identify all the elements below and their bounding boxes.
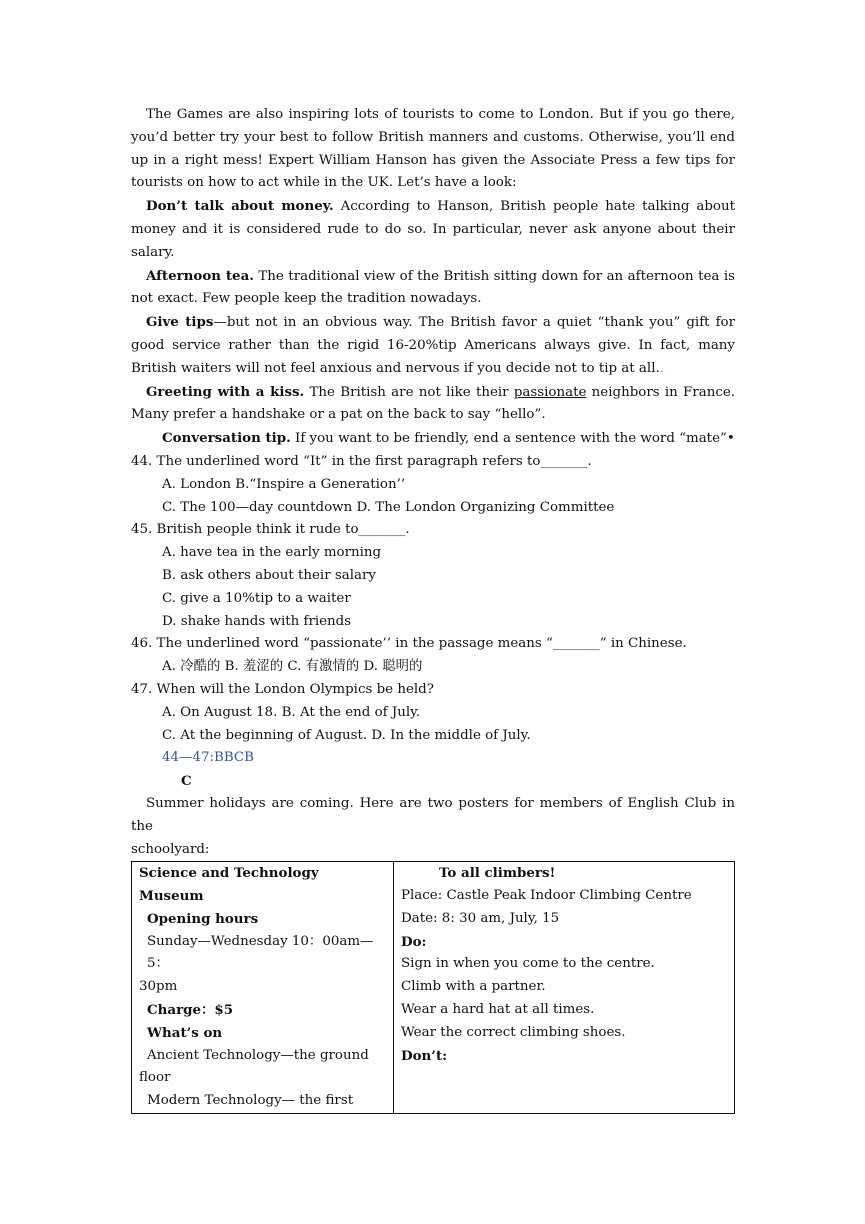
museum-whats-on: What’s on [147, 1024, 223, 1041]
tip-kiss [131, 381, 735, 428]
museum-item-modern: Modern Technology— the first [147, 1093, 354, 1109]
section-c-intro: Summer holidays are coming. Here are two posters for members of English Club in the [131, 795, 735, 834]
underlined-word: passionate [513, 384, 587, 400]
climbing-title: To all climbers! [439, 865, 556, 882]
museum-item-ancient: Ancient Technology—the ground [147, 1047, 369, 1063]
question-47-option: A. On August 18. B. At the end of July. [162, 704, 421, 720]
museum-hours: Sunday—Wednesday 10：00am—5： [147, 933, 374, 972]
question-44: 44. The underlined word “It” in the first paragraph refers to_______. [131, 453, 592, 469]
stray-dot: . [659, 360, 664, 376]
tip-tea-body: The traditional view of the British sitting down for an afternoon tea is not exact. Few people keep the tradition nowadays. [131, 268, 735, 307]
poster-museum [132, 862, 394, 1114]
question-45-option: A. have tea in the early morning [162, 545, 382, 561]
question-44-option: C. The 100—day countdown D. The London Organizing Committee [162, 499, 615, 515]
climbing-do-item: Wear the correct climbing shoes. [401, 1024, 626, 1040]
tip-tips-body: —but not in an obvious way. The British favor a quiet “thank you” gift for good service rather than the rigid 16-20%tip Americans always give. In fact, many British waiters will not feel anxious and nervous if you decide not to tip at all. [131, 315, 735, 376]
tip-money-heading: Don’t talk about money. [146, 198, 334, 215]
question-45-option: D. shake hands with friends [162, 613, 352, 629]
tip-tips-heading: Give tips [146, 314, 214, 331]
climbing-date: Date: 8: 30 am, July, 15 [401, 910, 560, 926]
answer-key: 44—47:BBCB [162, 750, 254, 766]
intro-paragraph: The Games are also inspiring lots of tourists to come to London. But if you go there, you’d better try your best to follow British manners and customs. Otherwise, you’ll end up in a right mess! Expert William Hanson has given the Associate Press a few tips for tourists on how to act while in the UK. Let’s have a look: [131, 107, 735, 191]
climbing-do-item: Sign in when you come to the centre. [401, 956, 655, 972]
tip-kiss-body-a: The British are not like their [304, 384, 514, 400]
tip-conversation [131, 427, 735, 451]
climbing-do-item: Wear a hard hat at all times. [401, 1002, 595, 1018]
climbing-do-item: Climb with a partner. [401, 979, 546, 995]
museum-charge: Charge：$5 [147, 1002, 234, 1019]
section-c-intro-cont: schoolyard: [131, 841, 210, 857]
question-47: 47. When will the London Olympics be held? [131, 681, 434, 697]
climbing-dont-heading: Don’t: [401, 1047, 448, 1064]
section-c-label: C [181, 773, 192, 790]
question-46-option: A. 冷酷的 B. 羞涩的 C. 有激情的 D. 聪明的 [162, 659, 423, 675]
tip-money [131, 195, 735, 264]
question-47-option: C. At the beginning of August. D. In the middle of July. [162, 727, 531, 743]
museum-title: Science and Technology Museum [139, 865, 319, 905]
tip-conversation-heading: Conversation tip. [162, 430, 291, 447]
question-45-option: B. ask others about their salary [162, 567, 376, 583]
tip-kiss-heading: Greeting with a kiss. [146, 383, 305, 400]
question-44-option: A. London B.“Inspire a Generation’’ [162, 476, 406, 492]
museum-hours-cont: 30pm [139, 979, 178, 995]
tip-tips [131, 311, 735, 380]
posters-table [131, 861, 735, 1114]
museum-hours-heading: Opening hours [147, 910, 259, 927]
tip-conversation-body: If you want to be friendly, end a sentence with the word “mate”• [290, 431, 735, 447]
question-46: 46. The underlined word “passionate’’ in the passage means “_______” in Chinese. [131, 636, 687, 652]
question-45: 45. British people think it rude to_______. [131, 522, 410, 538]
tip-tea [131, 265, 735, 312]
museum-item-ancient-cont: floor [139, 1070, 171, 1086]
question-45-option: C. give a 10%tip to a waiter [162, 590, 351, 606]
climbing-do-heading: Do: [401, 933, 427, 950]
tip-kiss-body-b: neighbors in France. Many prefer a handshake or a pat on the back to say “hello”. [131, 384, 736, 423]
climbing-place: Place: Castle Peak Indoor Climbing Centre [401, 888, 692, 904]
tip-tea-heading: Afternoon tea. [146, 267, 254, 284]
passage-content [131, 104, 735, 1114]
poster-climbing [394, 862, 735, 1114]
tip-money-body: According to Hanson, British people hate talking about money and it is considered rude to do so. In particular, never ask anyone about their salary. [131, 199, 735, 260]
